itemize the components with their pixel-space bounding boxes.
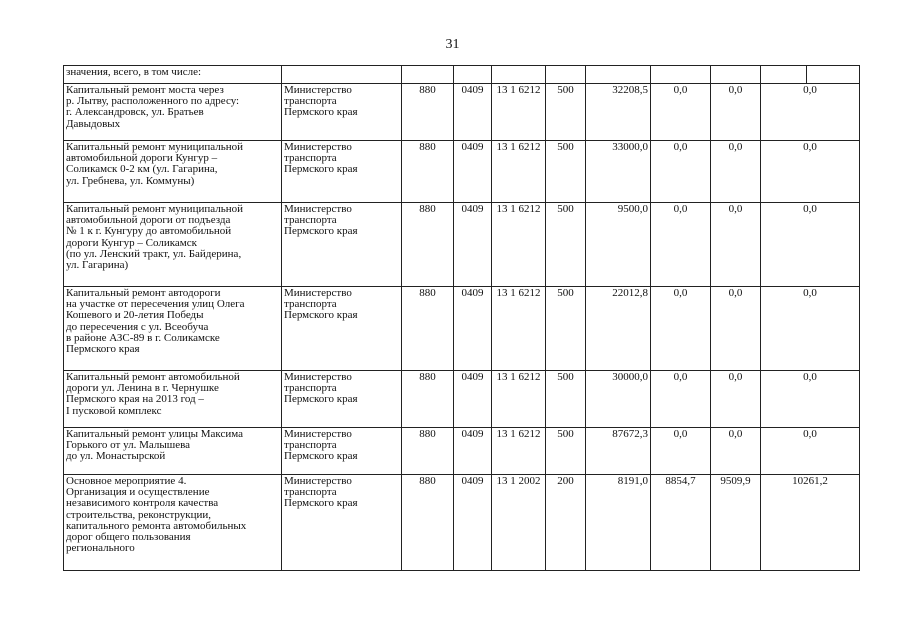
- activity-name-cell-line: Капитальный ремонт улицы Максима: [66, 428, 244, 440]
- activity-name-cell-line: дорог общего пользования: [66, 531, 191, 544]
- responsible-org-cell: [282, 141, 402, 203]
- table-row-continuation: [64, 66, 860, 84]
- grbs-code-cell: 880: [402, 84, 454, 141]
- responsible-org-cell: [282, 475, 402, 571]
- responsible-org-cell-line: Министерство: [284, 84, 352, 96]
- responsible-org-cell-line: Министерство: [284, 475, 352, 487]
- amount-2016-cell: 0,0: [761, 287, 860, 371]
- empty-cell: [402, 66, 454, 84]
- activity-name-cell: [64, 203, 282, 287]
- empty-cell: [546, 66, 586, 84]
- activity-name-cell: [64, 371, 282, 428]
- table-body: [64, 66, 860, 571]
- responsible-org-cell-line: Министерство: [284, 287, 352, 299]
- activity-name-cell-line: Соликамск 0-2 км (ул. Гагарина,: [66, 163, 218, 176]
- activity-name-cell-line: Горького от ул. Малышева: [66, 439, 191, 452]
- section-code-cell: 0409: [454, 475, 492, 571]
- expense-type-cell: 500: [546, 371, 586, 428]
- activity-name-cell-line: Кошевого и 20-летия Победы: [66, 309, 204, 322]
- expense-type-cell: 500: [546, 141, 586, 203]
- page-number: 31: [445, 37, 460, 52]
- activity-name-cell-line: Организация и осуществление: [66, 486, 210, 499]
- responsible-org-cell-line: Пермского края: [284, 163, 358, 176]
- responsible-org-cell-line: Пермского края: [284, 106, 358, 119]
- amount-2013-cell: 9500,0: [586, 203, 651, 287]
- amount-2013-cell: 32208,5: [586, 84, 651, 141]
- responsible-org-cell-line: Министерство: [284, 141, 352, 153]
- activity-name-cell-line: ул. Гагарина): [66, 259, 129, 272]
- activity-name-cell-line: дороги ул. Ленина в г. Чернушке: [66, 382, 219, 395]
- empty-cell: [807, 66, 860, 84]
- responsible-org-cell-line: Министерство: [284, 371, 352, 383]
- section-code-cell: 0409: [454, 287, 492, 371]
- activity-name-cell-line: в районе АЗС-89 в г. Соликамске: [66, 331, 220, 344]
- empty-cell: [492, 66, 546, 84]
- activity-name-cell-line: автомобильной дороги Кунгур –: [66, 152, 218, 165]
- responsible-org-cell: [282, 371, 402, 428]
- amount-2016-cell: 0,0: [761, 428, 860, 475]
- empty-cell: [282, 66, 402, 84]
- grbs-code-cell: 880: [402, 371, 454, 428]
- activity-name-cell-line: Капитальный ремонт муниципальной: [66, 141, 243, 153]
- empty-cell: [586, 66, 651, 84]
- amount-2016-cell: 0,0: [761, 203, 860, 287]
- table-row: [64, 203, 860, 287]
- activity-name-cell-line: автомобильной дороги от подъезда: [66, 214, 231, 227]
- amount-2013-cell: 33000,0: [586, 141, 651, 203]
- responsible-org-cell-line: транспорта: [284, 439, 337, 452]
- grbs-code-cell: 880: [402, 428, 454, 475]
- target-article-cell: 13 1 2002: [492, 475, 546, 571]
- responsible-org-cell-line: транспорта: [284, 298, 337, 311]
- amount-2015-cell: 0,0: [711, 84, 761, 141]
- continuation-cell: значения, всего, в том числе:: [64, 66, 282, 84]
- activity-name-cell-line: Основное мероприятие 4.: [66, 475, 187, 487]
- amount-2014-cell: 8854,7: [651, 475, 711, 571]
- table-row: [64, 371, 860, 428]
- empty-cell: [761, 66, 807, 84]
- grbs-code-cell: 880: [402, 475, 454, 571]
- activity-name-cell-line: г. Александровск, ул. Братьев: [66, 106, 204, 119]
- target-article-cell: 13 1 6212: [492, 203, 546, 287]
- amount-2015-cell: 0,0: [711, 203, 761, 287]
- target-article-cell: 13 1 6212: [492, 141, 546, 203]
- amount-2015-cell: 0,0: [711, 141, 761, 203]
- section-code-cell: 0409: [454, 203, 492, 287]
- amount-2013-cell: 87672,3: [586, 428, 651, 475]
- activity-name-cell: [64, 287, 282, 371]
- activity-name-cell-line: до ул. Монастырской: [66, 450, 166, 463]
- amount-2016-cell: 0,0: [761, 371, 860, 428]
- section-code-cell: 0409: [454, 141, 492, 203]
- activity-name-cell-line: № 1 к г. Кунгуру до автомобильной: [66, 225, 232, 238]
- activity-name-cell-line: дороги Кунгур – Соликамск: [66, 236, 197, 249]
- activity-name-cell-line: регионального: [66, 542, 135, 555]
- expense-type-cell: 500: [546, 287, 586, 371]
- amount-2015-cell: 0,0: [711, 428, 761, 475]
- responsible-org-cell-line: Министерство: [284, 428, 352, 440]
- activity-name-cell-line: ул. Гребнева, ул. Коммуны): [66, 174, 195, 187]
- activity-name-cell-line: независимого контроля качества: [66, 497, 219, 510]
- activity-name-cell-line: до пересечения с ул. Всеобуча: [66, 320, 209, 333]
- amount-2015-cell: 9509,9: [711, 475, 761, 571]
- amount-2015-cell: 0,0: [711, 287, 761, 371]
- table-row: [64, 287, 860, 371]
- responsible-org-cell-line: Министерство: [284, 203, 352, 215]
- amount-2013-cell: 22012,8: [586, 287, 651, 371]
- amount-2016-cell: 0,0: [761, 141, 860, 203]
- activity-name-cell-line: Капитальный ремонт автомобильной: [66, 371, 240, 383]
- table-row: [64, 475, 860, 571]
- responsible-org-cell-line: Пермского края: [284, 393, 358, 406]
- grbs-code-cell: 880: [402, 287, 454, 371]
- target-article-cell: 13 1 6212: [492, 84, 546, 141]
- target-article-cell: 13 1 6212: [492, 287, 546, 371]
- amount-2015-cell: 0,0: [711, 371, 761, 428]
- expense-type-cell: 500: [546, 428, 586, 475]
- expense-type-cell: 500: [546, 84, 586, 141]
- empty-cell: [651, 66, 711, 84]
- table-row: [64, 141, 860, 203]
- grbs-code-cell: 880: [402, 203, 454, 287]
- activity-name-cell-line: Давыдовых: [66, 117, 121, 130]
- section-code-cell: 0409: [454, 84, 492, 141]
- responsible-org-cell-line: транспорта: [284, 95, 337, 108]
- empty-cell: [454, 66, 492, 84]
- amount-2016-cell: 10261,2: [761, 475, 860, 571]
- table-row: [64, 84, 860, 141]
- section-code-cell: 0409: [454, 428, 492, 475]
- activity-name-cell-line: Пермского края: [66, 343, 140, 356]
- responsible-org-cell-line: Пермского края: [284, 309, 358, 322]
- activity-name-cell-line: Капитальный ремонт автодороги: [66, 287, 221, 299]
- empty-cell: [711, 66, 761, 84]
- expense-type-cell: 500: [546, 203, 586, 287]
- activity-name-cell-line: р. Лытву, расположенного по адресу:: [66, 95, 240, 108]
- responsible-org-cell-line: транспорта: [284, 486, 337, 499]
- amount-2016-cell: 0,0: [761, 84, 860, 141]
- responsible-org-cell: [282, 84, 402, 141]
- activity-name-cell: [64, 428, 282, 475]
- amount-2014-cell: 0,0: [651, 371, 711, 428]
- activity-name-cell-line: Капитальный ремонт муниципальной: [66, 203, 243, 215]
- activity-name-cell: [64, 141, 282, 203]
- section-code-cell: 0409: [454, 371, 492, 428]
- activity-name-cell-line: Капитальный ремонт моста через: [66, 84, 224, 96]
- responsible-org-cell: [282, 203, 402, 287]
- responsible-org-cell: [282, 287, 402, 371]
- responsible-org-cell-line: транспорта: [284, 382, 337, 395]
- amount-2014-cell: 0,0: [651, 203, 711, 287]
- amount-2014-cell: 0,0: [651, 287, 711, 371]
- expense-type-cell: 200: [546, 475, 586, 571]
- activity-name-cell: [64, 475, 282, 571]
- responsible-org-cell-line: транспорта: [284, 214, 337, 227]
- responsible-org-cell-line: Пермского края: [284, 450, 358, 463]
- target-article-cell: 13 1 6212: [492, 371, 546, 428]
- activity-name-cell-line: I пусковой комплекс: [66, 404, 162, 417]
- amount-2014-cell: 0,0: [651, 84, 711, 141]
- activity-name-cell-line: капитального ремонта автомобильных: [66, 519, 247, 532]
- amount-2014-cell: 0,0: [651, 428, 711, 475]
- amount-2013-cell: 30000,0: [586, 371, 651, 428]
- activity-name-cell-line: на участке от пересечения улиц Олега: [66, 298, 245, 311]
- table-row: [64, 428, 860, 475]
- responsible-org-cell-line: транспорта: [284, 152, 337, 165]
- activity-name-cell-line: Пермского края на 2013 год –: [66, 393, 204, 406]
- grbs-code-cell: 880: [402, 141, 454, 203]
- responsible-org-cell-line: Пермского края: [284, 497, 358, 510]
- budget-table: [63, 65, 860, 571]
- amount-2014-cell: 0,0: [651, 141, 711, 203]
- amount-2013-cell: 8191,0: [586, 475, 651, 571]
- target-article-cell: 13 1 6212: [492, 428, 546, 475]
- activity-name-cell: [64, 84, 282, 141]
- activity-name-cell-line: (по ул. Ленский тракт, ул. Байдерина,: [66, 247, 242, 260]
- responsible-org-cell: [282, 428, 402, 475]
- responsible-org-cell-line: Пермского края: [284, 225, 358, 238]
- activity-name-cell-line: строительства, реконструкции,: [66, 508, 212, 521]
